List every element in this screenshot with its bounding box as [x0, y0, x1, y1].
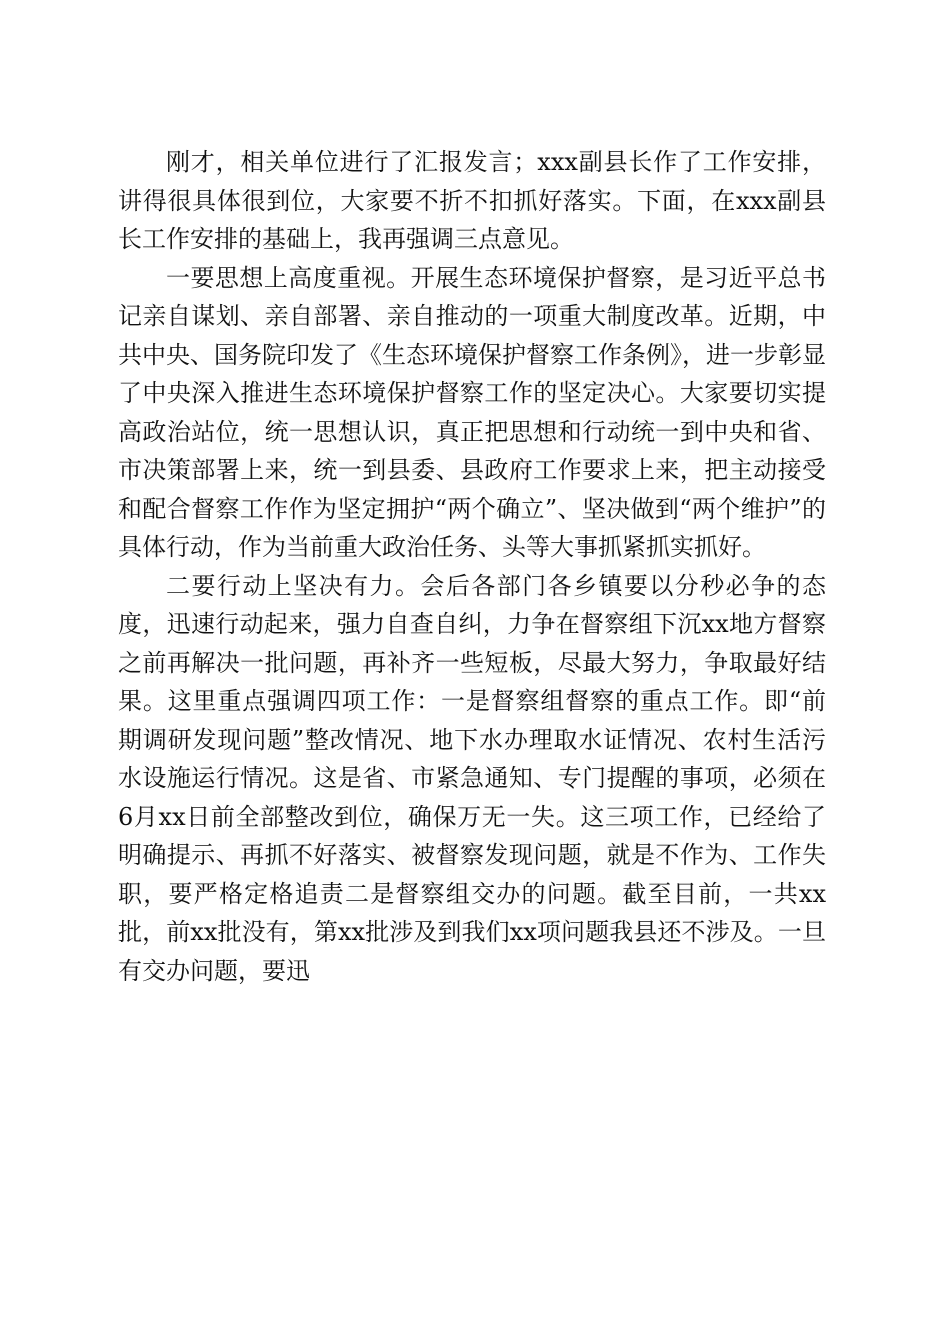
- paragraph-intro: 刚才，相关单位进行了汇报发言；xxx副县长作了工作安排，讲得很具体很到位，大家要不折不扣抓好落实。下面，在xxx副县长工作安排的基础上，我再强调三点意见。: [118, 148, 826, 253]
- paragraph-point-two: 二要行动上坚决有力。会后各部门各乡镇要以分秒必争的态度，迅速行动起来，强力自查自纠，力争在督察组下沉xx地方督察之前再解决一批问题，再补齐一些短板，尽最大努力，争取最好结果。这里重点强调四项工作：一是督察组督察的重点工作。即“前期调研发现问题”整改情况、地下水办理取水证情况、农村生活污水设施运行情况。这是省、市紧急通知、专门提醒的事项，必须在6月xx日前全部整改到位，确保万无一失。这三项工作，已经给了明确提示、再抓不好落实、被督察发现问题，就是不作为、工作失职，要严格定格追责二是督察组交办的问题。截至目前，一共xx批，前xx批没有，第xx批涉及到我们xx项问题我县还不涉及。一旦有交办问题，要迅: [118, 571, 826, 985]
- paragraph-point-one: 一要思想上高度重视。开展生态环境保护督察，是习近平总书记亲自谋划、亲自部署、亲自推动的一项重大制度改革。近期，中共中央、国务院印发了《生态环境保护督察工作条例》，进一步彰显了中央深入推进生态环境保护督察工作的坚定决心。大家要切实提高政治站位，统一思想认识，真正把思想和行动统一到中央和省、市决策部署上来，统一到县委、县政府工作要求上来，把主动接受和配合督察工作作为坚定拥护“两个确立”、坚决做到“两个维护”的具体行动，作为当前重大政治任务、头等大事抓紧抓实抓好。: [118, 263, 826, 561]
- document-body: [118, 143, 826, 990]
